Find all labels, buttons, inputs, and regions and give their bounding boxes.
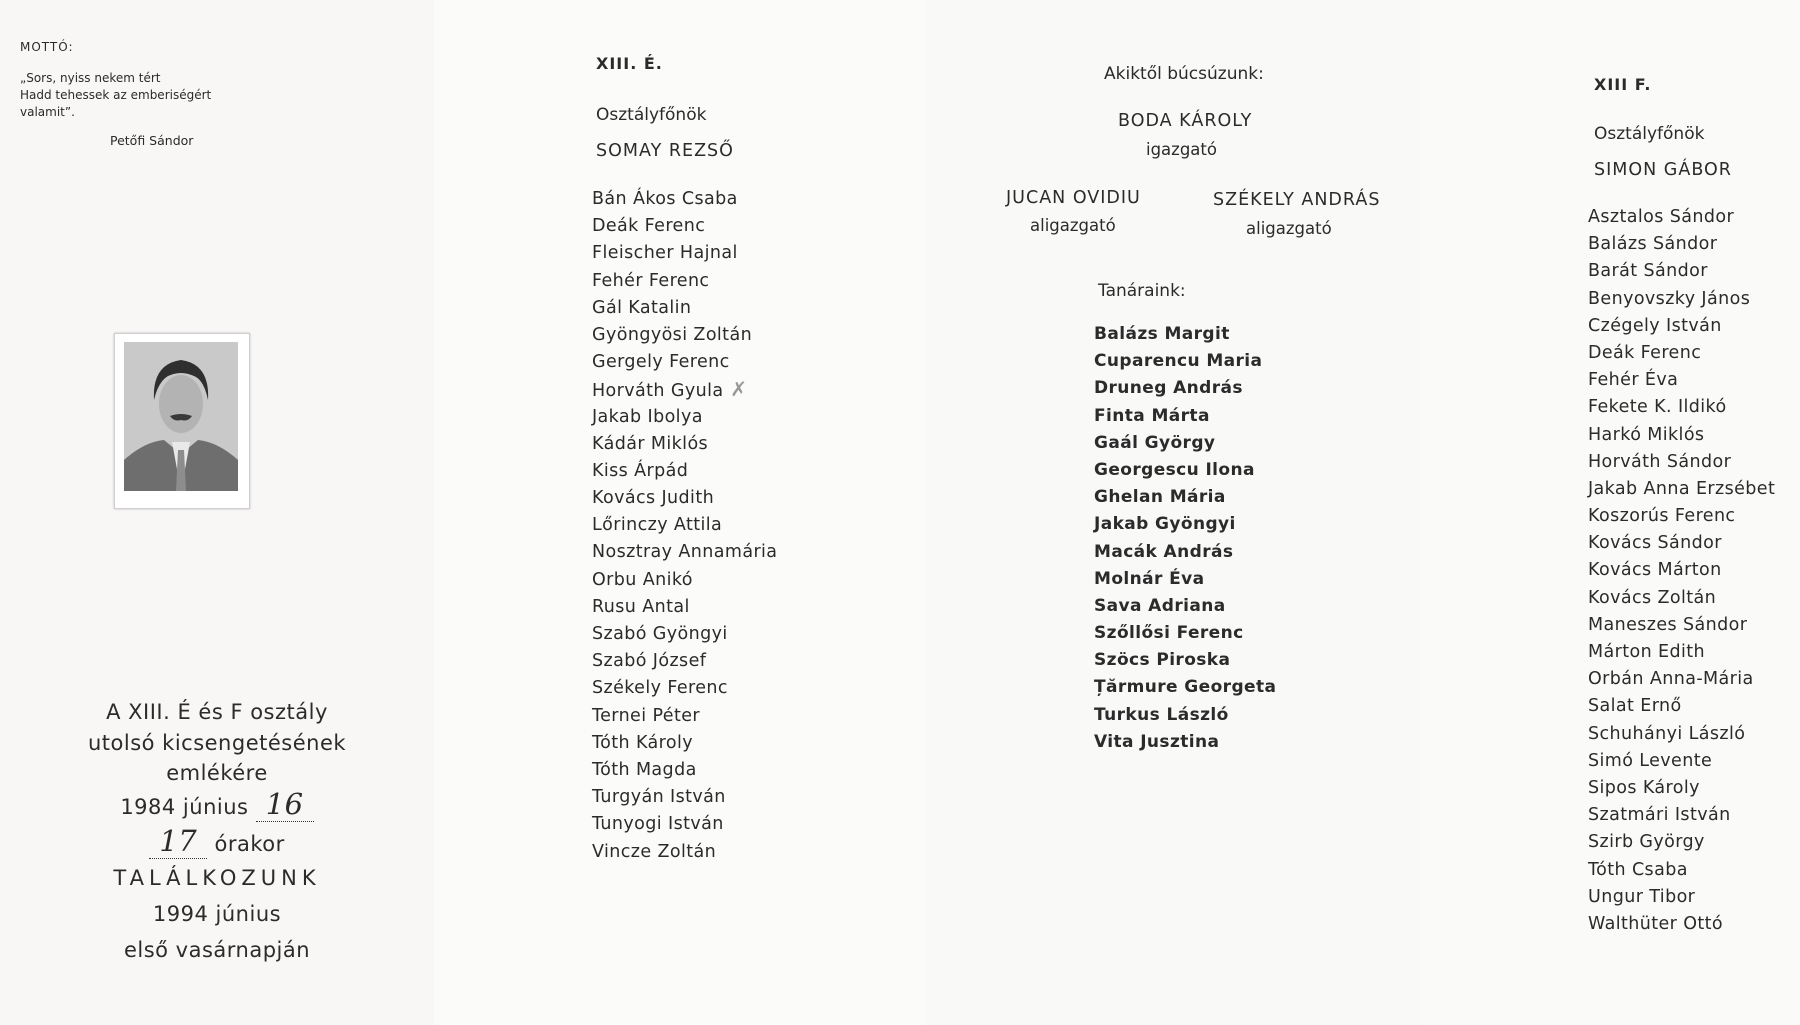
- teacher-name: Gaál György: [1094, 432, 1216, 453]
- class-title: XIII. É.: [596, 54, 663, 73]
- student-name: Gergely Ferenc: [592, 352, 730, 373]
- class-title: XIII F.: [1594, 75, 1652, 94]
- left-panel: [0, 0, 434, 1025]
- teacher-name: Vita Jusztina: [1094, 731, 1220, 752]
- head-teacher-name: SOMAY REZSŐ: [596, 141, 734, 161]
- memorial-hour: [0, 824, 434, 859]
- student-name: Barát Sándor: [1588, 261, 1708, 282]
- motto-line: „Sors, nyiss nekem tért: [20, 71, 161, 85]
- deputy-role: aligazgató: [1030, 216, 1116, 235]
- student-name: Czégely István: [1588, 315, 1722, 336]
- deputy-name: JUCAN OVIDIU: [1006, 188, 1141, 208]
- student-name: Nosztray Annamária: [592, 542, 778, 563]
- motto-author: Petőfi Sándor: [110, 133, 194, 148]
- student-list: [1588, 204, 1775, 938]
- student-name: Ternei Péter: [592, 705, 700, 726]
- farewell-panel: [926, 0, 1418, 1025]
- student-name: Szatmári István: [1588, 805, 1731, 826]
- teacher-list: [1094, 321, 1276, 756]
- student-name: Maneszes Sándor: [1588, 614, 1748, 635]
- student-name: Rusu Antal: [592, 596, 690, 617]
- student-name: Harkó Miklós: [1588, 424, 1705, 445]
- motto-quote: [20, 70, 260, 121]
- date-prefix: 1984 június: [120, 795, 249, 819]
- student-name: Tóth Károly: [592, 732, 693, 753]
- teacher-name: Jakab Gyöngyi: [1094, 514, 1236, 535]
- student-name-with-mark: [592, 376, 777, 403]
- teacher-name: Sava Adriana: [1094, 595, 1226, 616]
- teacher-name: Molnár Éva: [1094, 568, 1205, 589]
- student-name: Horváth Sándor: [1588, 451, 1732, 472]
- deputy-role: aligazgató: [1246, 219, 1332, 238]
- student-name: Szirb György: [1588, 832, 1705, 853]
- student-name: Gyöngyösi Zoltán: [592, 324, 753, 345]
- student-name: Fehér Éva: [1588, 370, 1679, 391]
- memorial-line: A XIII. É és F osztály: [106, 700, 328, 724]
- teacher-name: Szöcs Piroska: [1094, 650, 1231, 671]
- teacher-name: Ghelan Mária: [1094, 487, 1226, 508]
- memorial-date: [0, 787, 434, 822]
- reunion-line: 1994 június: [152, 902, 282, 926]
- reunion-line: első vasárnapján: [123, 938, 311, 962]
- student-name: Orbu Anikó: [592, 569, 693, 590]
- teacher-name: Macák András: [1094, 541, 1234, 562]
- student-name: Bán Ákos Csaba: [592, 189, 738, 209]
- student-name: Fleischer Hajnal: [592, 243, 738, 264]
- director-role: igazgató: [1146, 140, 1217, 159]
- teacher-name: Szőllősi Ferenc: [1094, 623, 1244, 644]
- student-name: Deák Ferenc: [592, 216, 706, 237]
- head-teacher-label: Osztályfőnök: [596, 105, 707, 125]
- hour-suffix: órakor: [214, 832, 285, 856]
- student-name: Ungur Tibor: [1588, 886, 1696, 907]
- student-name: Szabó Gyöngyi: [592, 624, 728, 644]
- student-name: Kovács Judith: [592, 488, 715, 509]
- student-name: Kovács Sándor: [1588, 533, 1722, 554]
- head-teacher-label: Osztályfőnök: [1594, 124, 1705, 144]
- motto-line: valamit”.: [20, 105, 75, 119]
- head-teacher-name: SIMON GÁBOR: [1594, 160, 1732, 180]
- student-name: Márton Edith: [1588, 642, 1706, 662]
- student-name: Tóth Csaba: [1588, 859, 1688, 880]
- deputy-name: SZÉKELY ANDRÁS: [1213, 190, 1381, 210]
- motto-line: Hadd tehessek az emberiségért: [20, 88, 212, 102]
- hour-field: [149, 824, 207, 859]
- student-name: Turgyán István: [592, 787, 726, 808]
- teacher-name: Druneg András: [1094, 378, 1243, 399]
- student-name: Gál Katalin: [592, 297, 692, 318]
- memorial-line: emlékére: [166, 761, 268, 785]
- student-name: Kiss Árpád: [592, 460, 689, 481]
- student-name: Salat Ernő: [1588, 696, 1682, 717]
- student-name: Walthüter Ottó: [1588, 913, 1724, 934]
- class-f-panel: [1418, 0, 1800, 1025]
- portrait-photo: [114, 333, 250, 509]
- student-name: Koszorús Ferenc: [1588, 506, 1736, 527]
- student-name: Asztalos Sándor: [1588, 207, 1735, 227]
- hour-value: 17: [159, 824, 198, 858]
- motto-heading: MOTTÓ:: [20, 40, 74, 54]
- student-name: Fehér Ferenc: [592, 270, 710, 291]
- student-name: Székely Ferenc: [592, 678, 728, 699]
- student-name: Horváth Gyula: [592, 381, 724, 402]
- student-name: Kovács Zoltán: [1588, 587, 1717, 608]
- teacher-name: Țărmure Georgeta: [1094, 677, 1277, 698]
- student-name: Balázs Sándor: [1588, 234, 1718, 255]
- date-day: 16: [265, 787, 304, 821]
- student-name: Deák Ferenc: [1588, 342, 1702, 363]
- teachers-label: Tanáraink:: [1098, 281, 1186, 301]
- teacher-name: Turkus László: [1094, 704, 1229, 725]
- student-name: Jakab Anna Erzsébet: [1588, 478, 1776, 499]
- student-name: Sipos Károly: [1588, 777, 1700, 798]
- student-name: Schuhányi László: [1588, 723, 1746, 744]
- meet-heading: TALÁLKOZUNK: [113, 866, 321, 890]
- teacher-name: Cuparencu Maria: [1094, 351, 1263, 372]
- student-name: Lőrinczy Attila: [592, 515, 723, 536]
- student-name: Kádár Miklós: [592, 433, 709, 454]
- student-name: Benyovszky János: [1588, 288, 1751, 309]
- student-name: Tunyogi István: [592, 814, 724, 835]
- student-name: Simó Levente: [1588, 750, 1713, 771]
- student-name: Tóth Magda: [592, 759, 697, 780]
- teacher-name: Finta Márta: [1094, 405, 1210, 426]
- teacher-name: Georgescu Ilona: [1094, 459, 1255, 480]
- class-e-panel: [434, 0, 926, 1025]
- farewell-heading: Akiktől búcsúzunk:: [1104, 64, 1264, 84]
- memorial-line: utolsó kicsengetésének: [87, 731, 347, 755]
- student-name: Vincze Zoltán: [592, 841, 717, 862]
- student-name: Szabó József: [592, 651, 707, 672]
- date-day-field: [256, 787, 314, 822]
- student-name: Kovács Márton: [1588, 560, 1722, 581]
- student-name: Orbán Anna-Mária: [1588, 669, 1754, 690]
- portrait-image: [124, 342, 238, 491]
- student-list: [592, 186, 777, 866]
- cross-mark-icon: ✗: [723, 377, 748, 402]
- student-name: Jakab Ibolya: [592, 406, 703, 427]
- teacher-name: Balázs Margit: [1094, 324, 1230, 344]
- student-name: Fekete K. Ildikó: [1588, 397, 1727, 418]
- director-name: BODA KÁROLY: [1118, 111, 1253, 131]
